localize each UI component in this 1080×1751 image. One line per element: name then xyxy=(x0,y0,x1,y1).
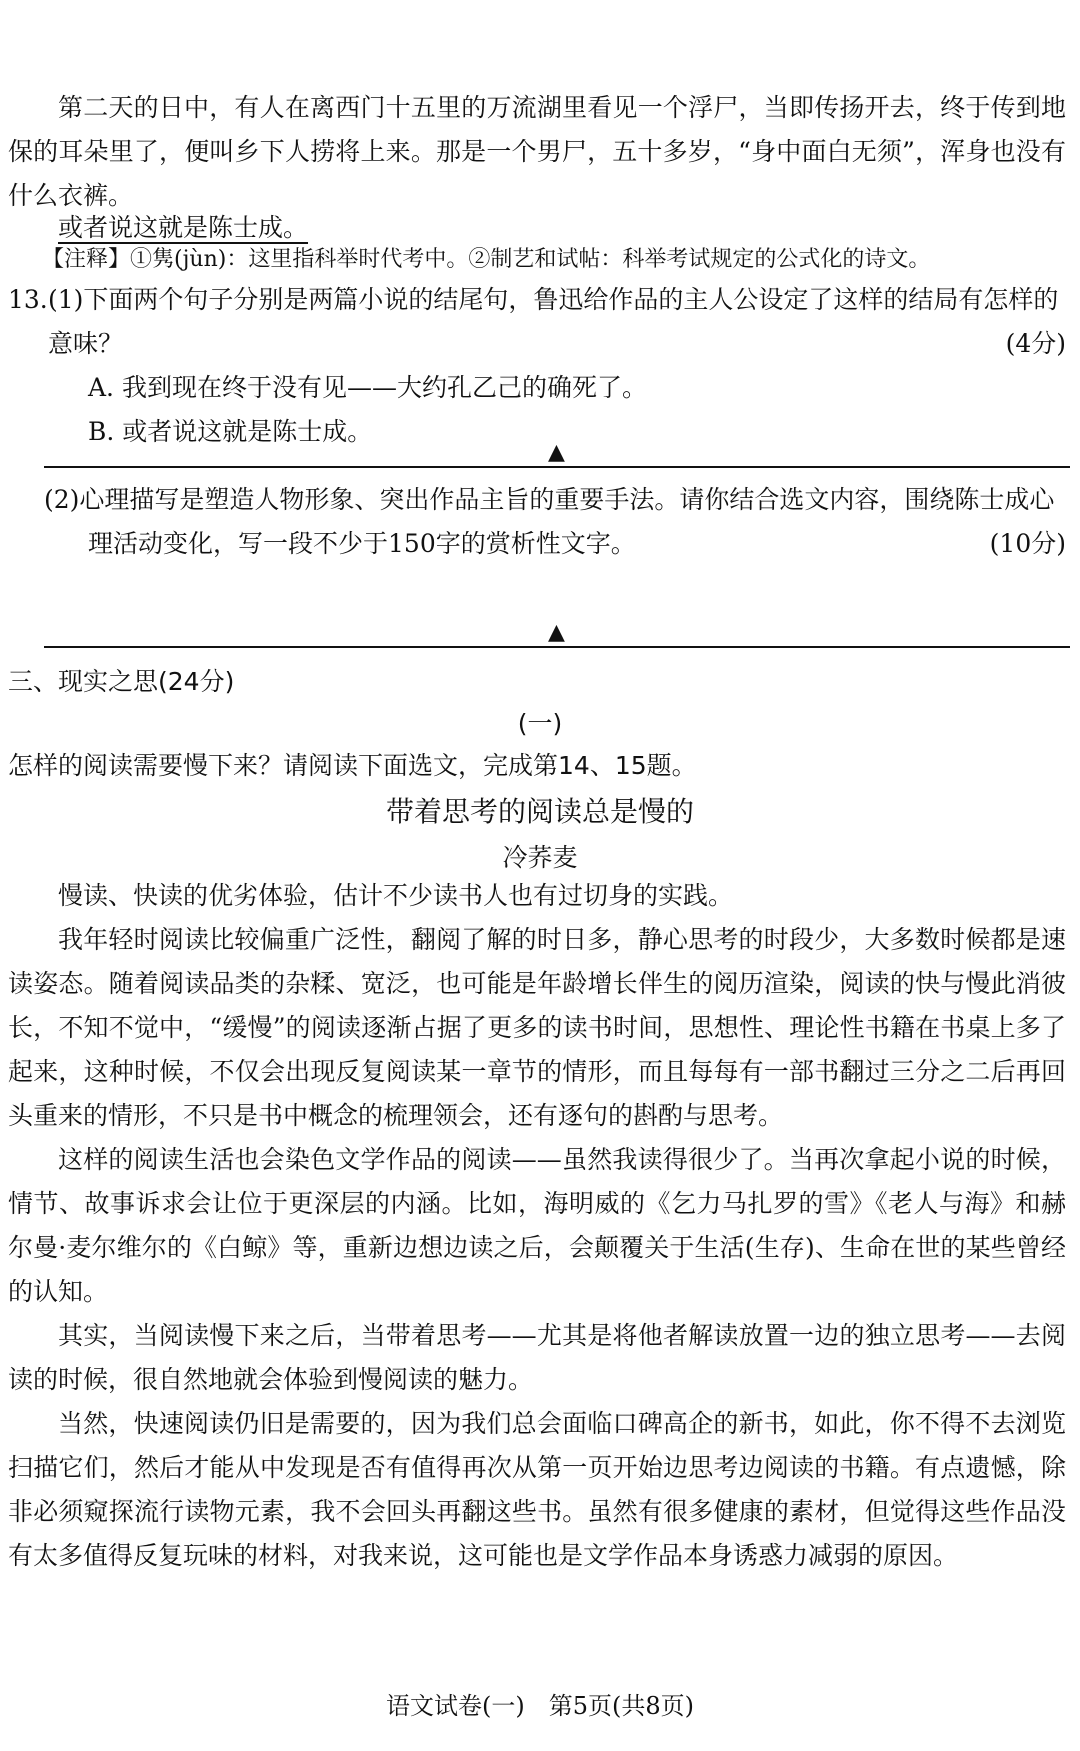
option-b: B. 或者说这就是陈士成。 xyxy=(88,417,373,446)
article-paragraph-1: 慢读、快读的优劣体验，估计不少读书人也有过切身的实践。 xyxy=(58,881,734,910)
footnote: 【注释】①隽(jùn)：这里指科举时代考中。②制艺和试帖：科举考试规定的公式化的诗文。 xyxy=(42,247,931,272)
option-a: A. 我到现在终于没有见——大约孔乙己的确死了。 xyxy=(88,373,647,402)
section-heading: 三、现实之思(24分) xyxy=(8,667,235,696)
answer-area-marker: ▲ xyxy=(548,620,565,645)
subsection-number: (一) xyxy=(517,709,563,738)
underlined-sentence: 或者说这就是陈士成。 xyxy=(58,213,309,242)
question-13-part-2 xyxy=(44,478,1068,566)
article-title: 带着思考的阅读总是慢的 xyxy=(385,795,694,828)
story-paragraph: 第二天的日中，有人在离西门十五里的万流湖里看见一个浮尸，当即传扬开去，终于传到地保的耳朵里了，便叫乡下人捞将上来。那是一个男尸，五十多岁，“身中面白无须”，浑身也没有什么衣裤。 xyxy=(8,93,1066,210)
article-paragraph-2: 我年轻时阅读比较偏重广泛性，翻阅了解的时日多，静心思考的时段少，大多数时候都是速读姿态。随着阅读品类的杂糅、宽泛，也可能是年龄增长伴生的阅历渲染，阅读的快与慢此消彼长，不知不觉中，“缓慢”的阅读逐渐占据了更多的读书时间，思想性、理论性书籍在书桌上多了起来，这种时候，不仅会出现反复阅读某一章节的情形，而且每每有一部书翻过三分之二后再回头重来的情形，不只是书中概念的梳理领会，还有逐句的斟酌与思考。 xyxy=(8,925,1066,1130)
question-13-part-2-text: (2)心理描写是塑造人物形象、突出作品主旨的重要手法。请你结合选文内容，围绕陈士成心理活动变化，写一段不少于150字的赏析性文字。 xyxy=(44,485,1055,558)
question-13-part-1-text: (1)下面两个句子分别是两篇小说的结尾句，鲁迅给作品的主人公设定了这样的结局有怎样的意味？ xyxy=(48,285,1059,358)
reading-instruction: 怎样的阅读需要慢下来？请阅读下面选文，完成第14、15题。 xyxy=(8,751,697,780)
question-13-part-1-score: (4分) xyxy=(1005,329,1066,358)
page-footer: 语文试卷(一) 第5页(共8页) xyxy=(386,1692,694,1720)
question-number: 13. xyxy=(8,285,48,314)
question-13-part-1 xyxy=(48,278,1062,366)
question-13-part-2-score: (10分) xyxy=(989,529,1066,558)
article-paragraph-5: 当然，快速阅读仍旧是需要的，因为我们总会面临口碑高企的新书，如此，你不得不去浏览扫描它们，然后才能从中发现是否有值得再次从第一页开始边思考边阅读的书籍。有点遗憾，除非必须窥探流行读物元素，我不会回头再翻这些书。虽然有很多健康的素材，但觉得这些作品没有太多值得反复玩味的材料，对我来说，这可能也是文学作品本身诱惑力减弱的原因。 xyxy=(8,1409,1066,1570)
article-paragraph-3: 这样的阅读生活也会染色文学作品的阅读——虽然我读得很少了。当再次拿起小说的时候，情节、故事诉求会让位于更深层的内涵。比如，海明威的《乞力马扎罗的雪》《老人与海》和赫尔曼·麦尔维尔的《白鲸》等，重新边想边读之后，会颠覆关于生活(生存)、生命在世的某些曾经的认知。 xyxy=(8,1145,1066,1306)
answer-area-marker: ▲ xyxy=(548,440,565,465)
article-author: 冷荞麦 xyxy=(502,843,578,872)
article-paragraph-4: 其实，当阅读慢下来之后，当带着思考——尤其是将他者解读放置一边的独立思考——去阅读的时候，很自然地就会体验到慢阅读的魅力。 xyxy=(8,1321,1066,1394)
answer-line xyxy=(44,466,1070,468)
answer-line xyxy=(44,646,1070,648)
